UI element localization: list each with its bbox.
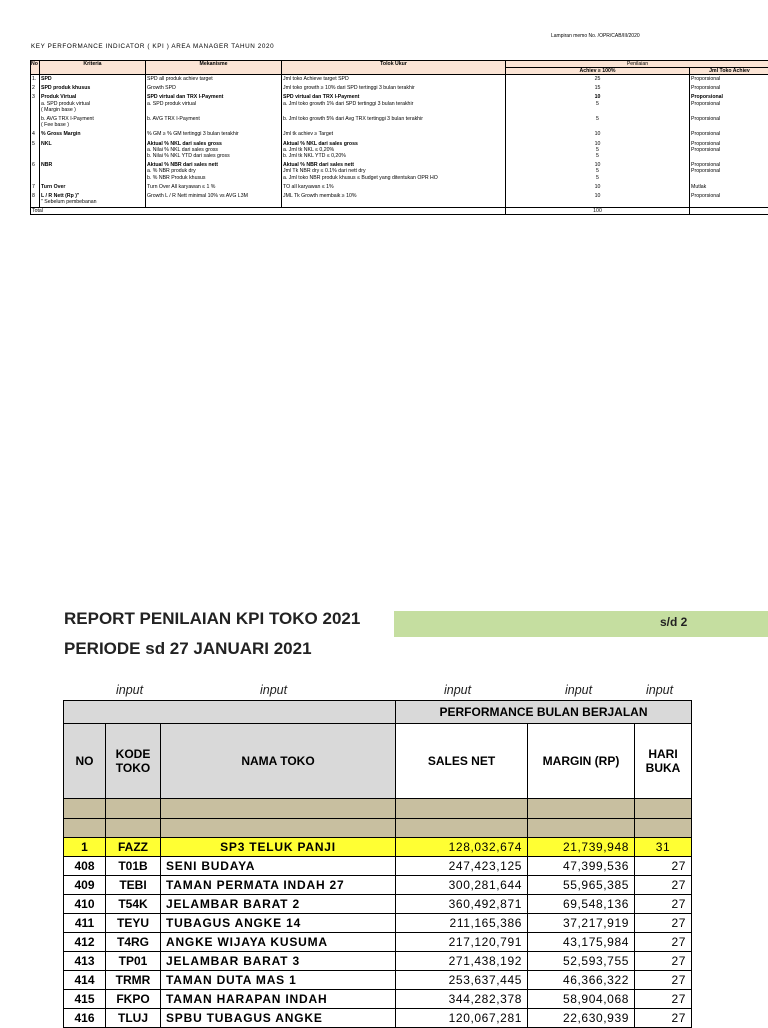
kpi-table xyxy=(30,60,768,215)
table-row xyxy=(64,914,692,933)
kpi-tolok-line: Jml toko growth ≥ 10% dari SPD tertinggi 3 bulan terakhir xyxy=(283,85,504,91)
kpi-mekanisme xyxy=(146,115,282,130)
kpi-mekanisme xyxy=(146,130,282,139)
kpi-jml-line: Proporsional xyxy=(691,116,768,122)
store-name: TUBAGUS ANGKE 14 xyxy=(161,914,396,933)
kpi-header-penilaian: Penilaian xyxy=(506,61,768,68)
gap-cell xyxy=(161,819,396,838)
gap-cell xyxy=(396,819,528,838)
kpi-header-no: No xyxy=(31,61,40,75)
kpi-kriteria xyxy=(40,192,146,208)
store-no: 408 xyxy=(64,857,106,876)
margin-rp: 47,399,536 xyxy=(528,857,635,876)
perf-header: PERFORMANCE BULAN BERJALAN xyxy=(396,701,692,724)
kpi-jml-line: Proporsional xyxy=(691,162,768,168)
open-days: 27 xyxy=(635,895,692,914)
kpi-tolok-line: b. Jml toko growth 5% dari Avg TRX tertinggi 3 bulan terakhir xyxy=(283,116,504,122)
margin-rp: 55,965,385 xyxy=(528,876,635,895)
kpi-tolok xyxy=(282,93,506,115)
open-days: 31 xyxy=(635,838,692,857)
kpi-tolok xyxy=(282,115,506,130)
header-kode: KODE TOKO xyxy=(106,724,161,799)
kpi-tolok-line: a. Jml tk NKL ≤ 0,20% xyxy=(283,147,504,153)
report-title: REPORT PENILAIAN KPI TOKO 2021 xyxy=(64,609,360,629)
kpi-achiev-line: 25 xyxy=(507,76,688,82)
kpi-row xyxy=(31,75,768,85)
kpi-jml xyxy=(690,130,768,139)
table-row xyxy=(64,857,692,876)
kpi-mekanisme-line: b. Nilai % NKL YTD dari sales gross xyxy=(147,153,280,159)
kpi-achiev-line: 15 xyxy=(507,85,688,91)
kpi-no: 2 xyxy=(31,84,40,93)
kpi-header-tolok: Tolok Ukur xyxy=(282,61,506,75)
kpi-jml-line: Proporsional xyxy=(691,168,768,174)
kpi-row xyxy=(31,192,768,208)
sales-net: 253,637,445 xyxy=(396,971,528,990)
kpi-kriteria-line: L / R Nett (Rp )" xyxy=(41,193,144,199)
gap-cell xyxy=(106,799,161,819)
gap-cell xyxy=(396,799,528,819)
store-no: 411 xyxy=(64,914,106,933)
kpi-achiev xyxy=(506,130,690,139)
sales-net: 300,281,644 xyxy=(396,876,528,895)
margin-rp: 43,175,984 xyxy=(528,933,635,952)
kpi-no: 3 xyxy=(31,93,40,115)
kpi-kriteria-line: ( Fee base ) xyxy=(41,122,144,128)
store-name: JELAMBAR BARAT 2 xyxy=(161,895,396,914)
kpi-achiev-line: 10 xyxy=(507,162,688,168)
kpi-jml xyxy=(690,192,768,208)
kpi-header-jml: Jml Toko Achiev xyxy=(690,68,768,75)
margin-rp: 22,630,939 xyxy=(528,1009,635,1028)
store-code: T54K xyxy=(106,895,161,914)
store-code: TLUJ xyxy=(106,1009,161,1028)
kpi-no xyxy=(31,115,40,130)
kpi-mekanisme-line: a. Nilai % NKL dari sales gross xyxy=(147,147,280,153)
store-code: FKPO xyxy=(106,990,161,1009)
kpi-tolok-line: a. Jml toko growth 1% dari SPD tertinggi 3 bulan terakhir xyxy=(283,101,504,107)
store-no: 414 xyxy=(64,971,106,990)
input-label-hari: input xyxy=(646,683,673,697)
kpi-jml xyxy=(690,140,768,162)
kpi-row xyxy=(31,130,768,139)
kpi-row xyxy=(31,161,768,183)
kpi-jml-line: Proporsional xyxy=(691,193,768,199)
kpi-achiev xyxy=(506,75,690,85)
store-code: T01B xyxy=(106,857,161,876)
kpi-achiev-line: 5 xyxy=(507,116,688,122)
kpi-tolok xyxy=(282,192,506,208)
kpi-tolok xyxy=(282,140,506,162)
margin-rp: 69,548,136 xyxy=(528,895,635,914)
kpi-jml-line: Proporsional xyxy=(691,101,768,107)
kpi-title: KEY PERFORMANCE INDICATOR ( KPI ) AREA MANAGER TAHUN 2020 xyxy=(31,43,274,50)
kpi-achiev xyxy=(506,115,690,130)
kpi-mekanisme xyxy=(146,161,282,183)
input-label-nama: input xyxy=(260,683,287,697)
kpi-header-kriteria: Kriteria xyxy=(40,61,146,75)
kpi-achiev-line: 10 xyxy=(507,131,688,137)
kpi-mekanisme-line: a. % NBR produk dry xyxy=(147,168,280,174)
gap-cell xyxy=(635,799,692,819)
kpi-jml-line: Proporsional xyxy=(691,85,768,91)
kpi-kriteria-line: NBR xyxy=(41,162,144,168)
kpi-header-achiev: Achiev ≥ 100% xyxy=(506,68,690,75)
store-code: TP01 xyxy=(106,952,161,971)
kpi-mekanisme-line: Growth SPD xyxy=(147,85,280,91)
open-days: 27 xyxy=(635,914,692,933)
kpi-header-mekanisme: Mekanisme xyxy=(146,61,282,75)
header-sales: SALES NET xyxy=(396,724,528,799)
store-name: SENI BUDAYA xyxy=(161,857,396,876)
kpi-kriteria xyxy=(40,161,146,183)
kpi-mekanisme xyxy=(146,140,282,162)
kpi-jml-line: Proporsional xyxy=(691,141,768,147)
kpi-kriteria-line: % Gross Margin xyxy=(41,131,144,137)
gap-cell xyxy=(635,819,692,838)
kpi-tolok-line: Jml tk achiev ≥ Target xyxy=(283,131,504,137)
sd-banner xyxy=(394,611,768,637)
kpi-kriteria-line: " Sebelum pembebanan xyxy=(41,199,144,205)
kpi-tolok xyxy=(282,130,506,139)
kpi-tolok-line: Jml toko Achieve target SPD xyxy=(283,76,504,82)
kpi-tolok-line: JML Tk Growth membaik ≥ 10% xyxy=(283,193,504,199)
kpi-tolok-line: b. Jml tk NKL YTD ≤ 0,20% xyxy=(283,153,504,159)
input-label-margin: input xyxy=(565,683,592,697)
kpi-kriteria-line: SPD produk khusus xyxy=(41,85,144,91)
gap-cell xyxy=(161,799,396,819)
store-no: 415 xyxy=(64,990,106,1009)
kpi-kriteria xyxy=(40,183,146,192)
kpi-total-blank xyxy=(690,208,768,215)
kpi-kriteria-line: a. SPD produk virtual xyxy=(41,101,144,107)
kpi-achiev-line: 10 xyxy=(507,184,688,190)
kpi-mekanisme xyxy=(146,84,282,93)
sales-net: 344,282,378 xyxy=(396,990,528,1009)
store-name: SP3 TELUK PANJI xyxy=(161,838,396,857)
table-row xyxy=(64,895,692,914)
kpi-no: 6 xyxy=(31,161,40,183)
input-label-sales: input xyxy=(444,683,471,697)
open-days: 27 xyxy=(635,876,692,895)
sales-net: 211,165,386 xyxy=(396,914,528,933)
kpi-total-label: Total xyxy=(31,208,506,215)
kpi-mekanisme-line: Aktual % NBR dari sales nett xyxy=(147,162,280,168)
store-no: 410 xyxy=(64,895,106,914)
sales-net: 247,423,125 xyxy=(396,857,528,876)
store-no: 416 xyxy=(64,1009,106,1028)
store-code: TEBI xyxy=(106,876,161,895)
store-no: 1 xyxy=(64,838,106,857)
kpi-no: 1. xyxy=(31,75,40,85)
kpi-mekanisme-line: Turn Over All karyawan ≤ 1 % xyxy=(147,184,280,190)
kpi-achiev-line: 10 xyxy=(507,141,688,147)
kpi-jml-line: Proporsional xyxy=(691,76,768,82)
kpi-jml xyxy=(690,93,768,115)
sales-net: 271,438,192 xyxy=(396,952,528,971)
open-days: 27 xyxy=(635,1009,692,1028)
store-name: TAMAN HARAPAN INDAH xyxy=(161,990,396,1009)
kpi-jml xyxy=(690,161,768,183)
margin-rp: 52,593,755 xyxy=(528,952,635,971)
kpi-kriteria xyxy=(40,84,146,93)
kpi-mekanisme-line: % GM ≥ % GM tertinggi 3 bulan terakhir xyxy=(147,131,280,137)
kpi-jml-line: Proporsional xyxy=(691,94,768,100)
kpi-tolok xyxy=(282,183,506,192)
kpi-achiev xyxy=(506,84,690,93)
kpi-achiev-line: 5 xyxy=(507,147,688,153)
kpi-achiev-line: 5 xyxy=(507,153,688,159)
table-row xyxy=(64,838,692,857)
header-margin: MARGIN (RP) xyxy=(528,724,635,799)
header-hari: HARI BUKA xyxy=(635,724,692,799)
sales-net: 217,120,791 xyxy=(396,933,528,952)
kpi-row xyxy=(31,183,768,192)
table-row xyxy=(64,933,692,952)
kpi-tolok xyxy=(282,84,506,93)
gap-cell xyxy=(106,819,161,838)
memo-reference: Lampiran memo No. /OPR/CAB/III/2020 xyxy=(551,33,640,39)
margin-rp: 58,904,068 xyxy=(528,990,635,1009)
kpi-achiev-line: 5 xyxy=(507,168,688,174)
store-name: SPBU TUBAGUS ANGKE xyxy=(161,1009,396,1028)
kpi-total-value: 100 xyxy=(506,208,690,215)
sd-label: s/d 2 xyxy=(660,615,687,629)
kpi-achiev-line: 5 xyxy=(507,175,688,181)
kpi-no: 8 xyxy=(31,192,40,208)
input-label-kode: input xyxy=(116,683,143,697)
kpi-mekanisme xyxy=(146,192,282,208)
kpi-achiev xyxy=(506,183,690,192)
report-header-blank xyxy=(64,701,396,724)
open-days: 27 xyxy=(635,990,692,1009)
store-name: TAMAN DUTA MAS 1 xyxy=(161,971,396,990)
sales-net: 128,032,674 xyxy=(396,838,528,857)
kpi-kriteria-line: Turn Over xyxy=(41,184,144,190)
kpi-jml-line: Proporsional xyxy=(691,147,768,153)
kpi-kriteria xyxy=(40,115,146,130)
open-days: 27 xyxy=(635,971,692,990)
open-days: 27 xyxy=(635,933,692,952)
kpi-mekanisme xyxy=(146,183,282,192)
kpi-no: 5 xyxy=(31,140,40,162)
gap-cell xyxy=(528,799,635,819)
margin-rp: 37,217,919 xyxy=(528,914,635,933)
kpi-kriteria xyxy=(40,130,146,139)
kpi-tolok-line: Jml Tk NBR dry ≤ 0.1% dari nett dry xyxy=(283,168,504,174)
kpi-jml-line: Mutlak xyxy=(691,184,768,190)
kpi-jml xyxy=(690,84,768,93)
kpi-kriteria-line: NKL xyxy=(41,141,144,147)
header-no: NO xyxy=(64,724,106,799)
store-code: T4RG xyxy=(106,933,161,952)
kpi-tolok-line: Aktual % NKL dari sales gross xyxy=(283,141,504,147)
kpi-kriteria-line: Produk Virtual xyxy=(41,94,144,100)
kpi-jml xyxy=(690,115,768,130)
gap-cell xyxy=(64,799,106,819)
kpi-achiev-line: 10 xyxy=(507,94,688,100)
kpi-row xyxy=(31,84,768,93)
header-nama: NAMA TOKO xyxy=(161,724,396,799)
kpi-mekanisme-line: Growth L / R Nett minimal 10% vs AVG L3M xyxy=(147,193,280,199)
kpi-kriteria xyxy=(40,93,146,115)
kpi-tolok xyxy=(282,161,506,183)
kpi-tolok xyxy=(282,75,506,85)
table-row xyxy=(64,971,692,990)
kpi-no: 7 xyxy=(31,183,40,192)
kpi-kriteria xyxy=(40,140,146,162)
report-table xyxy=(63,700,692,1028)
store-no: 409 xyxy=(64,876,106,895)
kpi-tolok-line: TO all karyawan ≤ 1% xyxy=(283,184,504,190)
kpi-kriteria-line: b. AVG TRX I-Payment xyxy=(41,116,144,122)
table-row xyxy=(64,1009,692,1028)
kpi-kriteria xyxy=(40,75,146,85)
kpi-achiev xyxy=(506,192,690,208)
kpi-kriteria-line: SPD xyxy=(41,76,144,82)
store-name: TAMAN PERMATA INDAH 27 xyxy=(161,876,396,895)
kpi-row xyxy=(31,140,768,162)
kpi-kriteria-line: ( Margin base ) xyxy=(41,107,144,113)
kpi-mekanisme xyxy=(146,93,282,115)
kpi-achiev xyxy=(506,161,690,183)
kpi-jml-line: Proporsional xyxy=(691,131,768,137)
kpi-jml xyxy=(690,183,768,192)
kpi-mekanisme-line: Aktual % NKL dari sales gross xyxy=(147,141,280,147)
store-no: 412 xyxy=(64,933,106,952)
report-period: PERIODE sd 27 JANUARI 2021 xyxy=(64,639,312,659)
kpi-row xyxy=(31,115,768,130)
kpi-mekanisme-line: a. SPD produk virtual xyxy=(147,101,280,107)
kpi-no: 4 xyxy=(31,130,40,139)
table-row xyxy=(64,876,692,895)
kpi-achiev-line: 10 xyxy=(507,193,688,199)
kpi-tolok-line: a. Jml toko NBR produk khusus ≤ Budget yang ditentukan OPR HO xyxy=(283,175,504,181)
store-code: FAZZ xyxy=(106,838,161,857)
margin-rp: 46,366,322 xyxy=(528,971,635,990)
kpi-row xyxy=(31,93,768,115)
kpi-mekanisme-line: SPD all produk achiev target xyxy=(147,76,280,82)
table-row xyxy=(64,990,692,1009)
margin-rp: 21,739,948 xyxy=(528,838,635,857)
gap-cell xyxy=(64,819,106,838)
store-name: JELAMBAR BARAT 3 xyxy=(161,952,396,971)
kpi-tolok-line: SPD virtual dan TRX I-Payment xyxy=(283,94,504,100)
kpi-jml xyxy=(690,75,768,85)
sales-net: 120,067,281 xyxy=(396,1009,528,1028)
kpi-mekanisme-line: b. AVG TRX I-Payment xyxy=(147,116,280,122)
table-row xyxy=(64,952,692,971)
store-code: TEYU xyxy=(106,914,161,933)
kpi-achiev-line: 5 xyxy=(507,101,688,107)
kpi-achiev xyxy=(506,93,690,115)
store-name: ANGKE WIJAYA KUSUMA xyxy=(161,933,396,952)
sales-net: 360,492,871 xyxy=(396,895,528,914)
kpi-tolok-line: Aktual % NBR dari sales nett xyxy=(283,162,504,168)
store-no: 413 xyxy=(64,952,106,971)
open-days: 27 xyxy=(635,857,692,876)
open-days: 27 xyxy=(635,952,692,971)
kpi-mekanisme-line: SPD virtual dan TRX I-Payment xyxy=(147,94,280,100)
kpi-achiev xyxy=(506,140,690,162)
kpi-mekanisme-line: b. % NBR Produk khusus xyxy=(147,175,280,181)
store-code: TRMR xyxy=(106,971,161,990)
gap-cell xyxy=(528,819,635,838)
kpi-mekanisme xyxy=(146,75,282,85)
